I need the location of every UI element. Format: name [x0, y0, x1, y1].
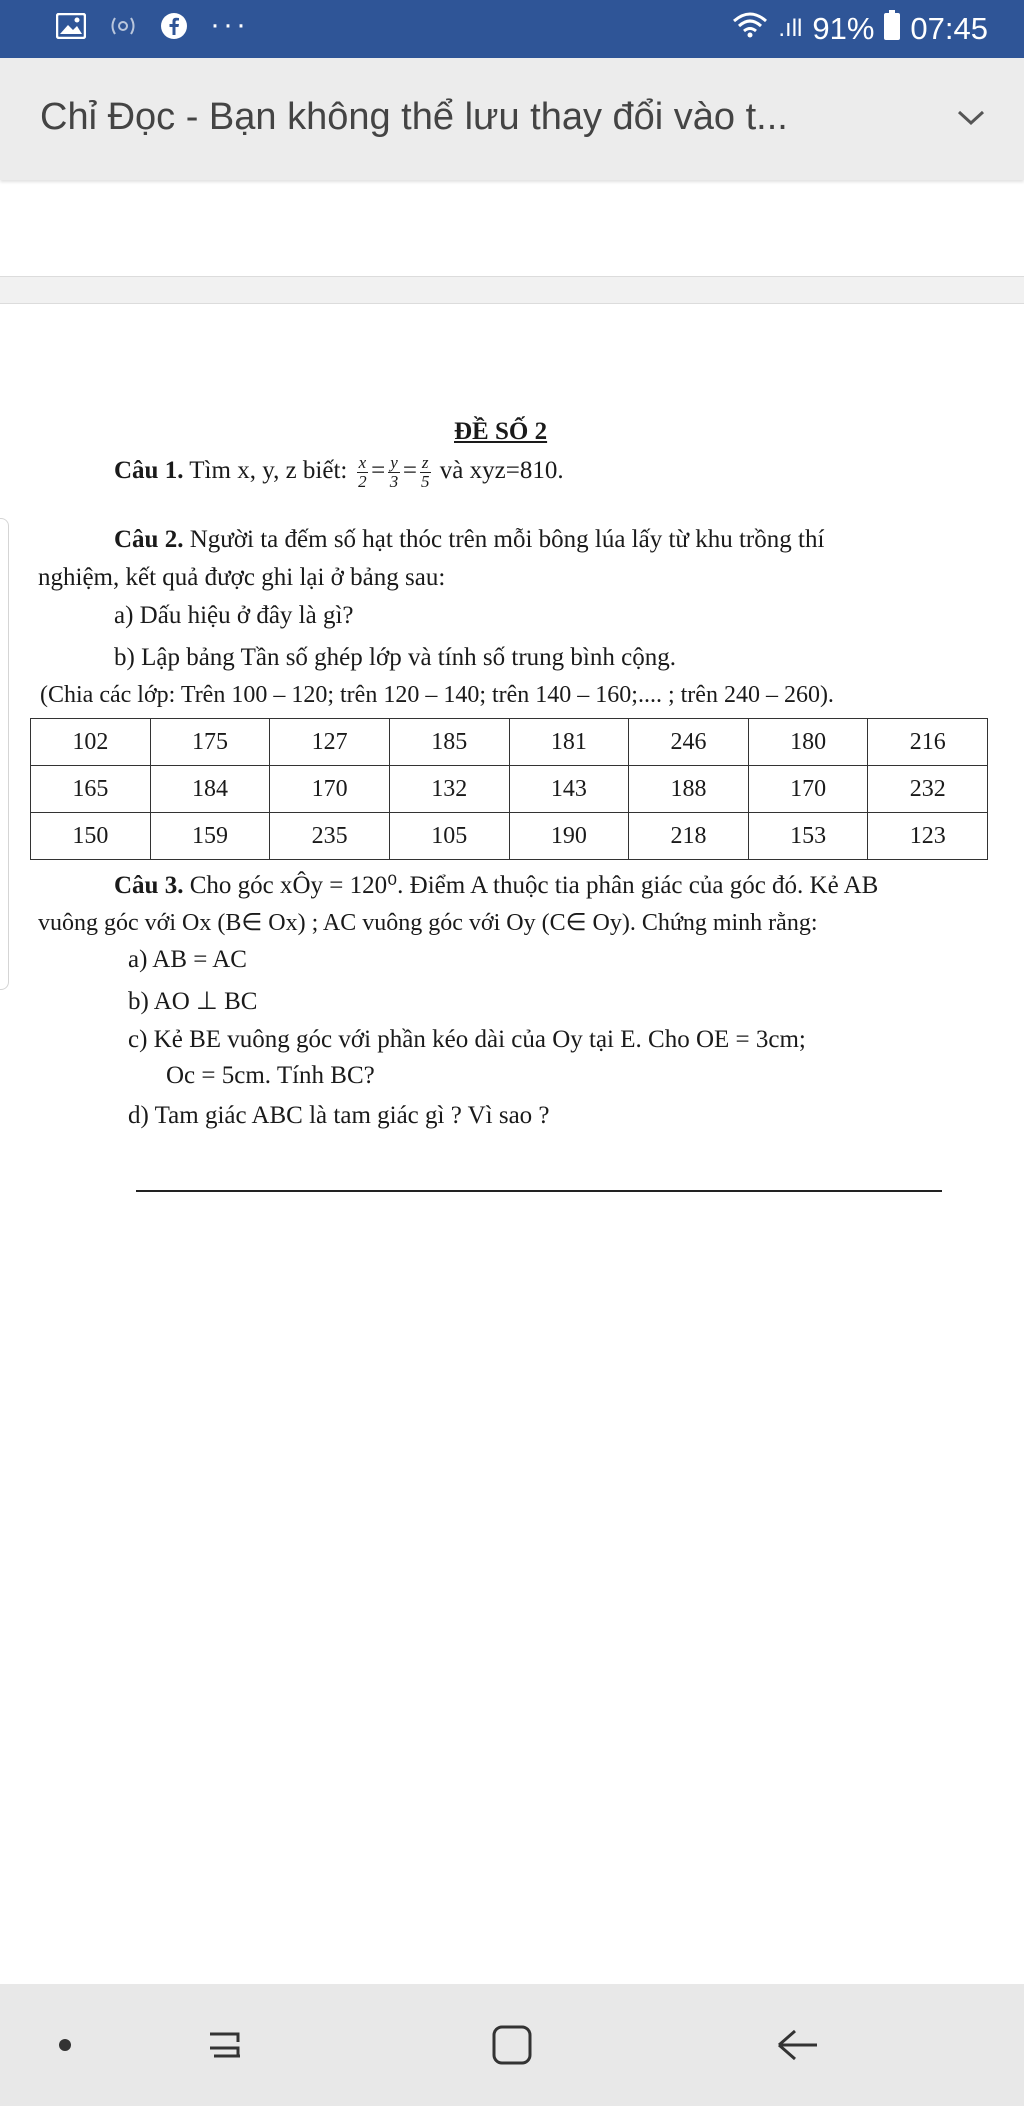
q2-label: Câu 2.	[114, 526, 184, 553]
table-cell: 175	[150, 719, 270, 766]
page-separator	[0, 276, 1024, 304]
status-bar	[0, 0, 1024, 58]
table-cell: 123	[868, 813, 988, 860]
question-3a: a) AB = AC	[128, 946, 247, 973]
fraction-y-3: $\frac{y}{3}$	[389, 453, 399, 491]
table-cell: 188	[629, 766, 749, 813]
document-title: ĐỀ SỐ 2	[454, 418, 548, 445]
more-notifications-icon: ···	[210, 7, 249, 41]
question-3-line1: Câu 3. Cho góc xÔy = 120⁰. Điểm A thuộc tia phân giác của góc đó. Kẻ AB	[114, 872, 879, 899]
read-only-title: Chỉ Đọc - Bạn không thể lưu thay đổi vào t...	[40, 96, 788, 138]
question-3d: d) Tam giác ABC là tam giác gì ? Vì sao ?	[128, 1102, 550, 1129]
hotspot-icon	[108, 13, 138, 44]
home-button-icon[interactable]	[475, 1984, 549, 2106]
question-3-line2: vuông góc với Ox (B∈ Ox) ; AC vuông góc với Oy (C∈ Oy). Chứng minh rằng:	[38, 910, 818, 936]
q3-label: Câu 3.	[114, 872, 184, 899]
table-cell: 180	[748, 719, 868, 766]
table-cell: 153	[748, 813, 868, 860]
table-cell: 132	[389, 766, 509, 813]
table-cell: 218	[629, 813, 749, 860]
table-cell: 190	[509, 813, 629, 860]
table-cell: 102	[31, 719, 151, 766]
facebook-icon	[160, 12, 188, 45]
fraction-z-5: $\frac{z}{5}$	[420, 453, 430, 491]
question-2a: a) Dấu hiệu ở đây là gì?	[114, 602, 354, 629]
question-3c: c) Kẻ BE vuông góc với phần kéo dài của Oy tại E. Cho OE = 3cm;	[128, 1026, 806, 1053]
q1-condition: và xyz=810.	[439, 457, 564, 485]
table-cell: 184	[150, 766, 270, 813]
table-row	[31, 813, 988, 860]
table-cell: 143	[509, 766, 629, 813]
table-cell: 216	[868, 719, 988, 766]
q1-label: Câu 1.	[114, 457, 184, 485]
question-2-line2: nghiệm, kết quả được ghi lại ở bảng sau:	[38, 564, 446, 591]
document-page[interactable]	[0, 302, 1024, 1982]
question-3c-cont: Oc = 5cm. Tính BC?	[166, 1062, 375, 1089]
end-rule	[136, 1190, 942, 1192]
table-cell: 235	[270, 813, 390, 860]
back-button-icon[interactable]	[760, 1984, 836, 2106]
question-3b: b) AO ⊥ BC	[128, 988, 258, 1015]
fraction-x-2: $\frac{x}{2}$	[358, 453, 367, 491]
table-cell: 127	[270, 719, 390, 766]
clock: 07:45	[910, 11, 988, 46]
question-2b: b) Lập bảng Tần số ghép lớp và tính số trung bình cộng.	[114, 644, 676, 671]
question-2-note: (Chia các lớp: Trên 100 – 120; trên 120 – 140; trên 140 – 160;.... ; trên 240 – 260).	[40, 682, 834, 708]
recent-apps-icon[interactable]	[190, 1984, 260, 2106]
table-cell: 246	[629, 719, 749, 766]
question-1: Câu 1. Tìm x, y, z biết: $\frac{x}{2}$ = $\frac{y}{3}$ = $\frac{z}{5}$ và xyz=810.	[114, 453, 564, 491]
signal-strength: .ıll	[778, 15, 803, 42]
table-cell: 165	[31, 766, 151, 813]
read-only-banner[interactable]	[0, 58, 1024, 180]
q1-text: Tìm x, y, z biết:	[189, 457, 348, 485]
battery-icon	[884, 10, 900, 48]
scroll-edge-handle[interactable]	[0, 518, 9, 990]
gallery-notification-icon	[56, 13, 86, 44]
table-cell: 170	[270, 766, 390, 813]
table-cell: 232	[868, 766, 988, 813]
question-2-line1: Câu 2. Người ta đếm số hạt thóc trên mỗi bông lúa lấy từ khu trồng thí	[114, 526, 825, 553]
table-cell: 181	[509, 719, 629, 766]
table-cell: 170	[748, 766, 868, 813]
battery-percent: 91%	[812, 11, 875, 46]
table-cell: 105	[389, 813, 509, 860]
nav-dot-icon[interactable]	[40, 1984, 90, 2106]
navigation-bar	[0, 1984, 1024, 2106]
table-cell: 185	[389, 719, 509, 766]
table-row	[31, 766, 988, 813]
grain-count-table	[30, 718, 988, 860]
chevron-down-icon[interactable]	[956, 108, 986, 133]
wifi-icon	[732, 11, 768, 47]
table-cell: 159	[150, 813, 270, 860]
table-cell: 150	[31, 813, 151, 860]
table-row	[31, 719, 988, 766]
